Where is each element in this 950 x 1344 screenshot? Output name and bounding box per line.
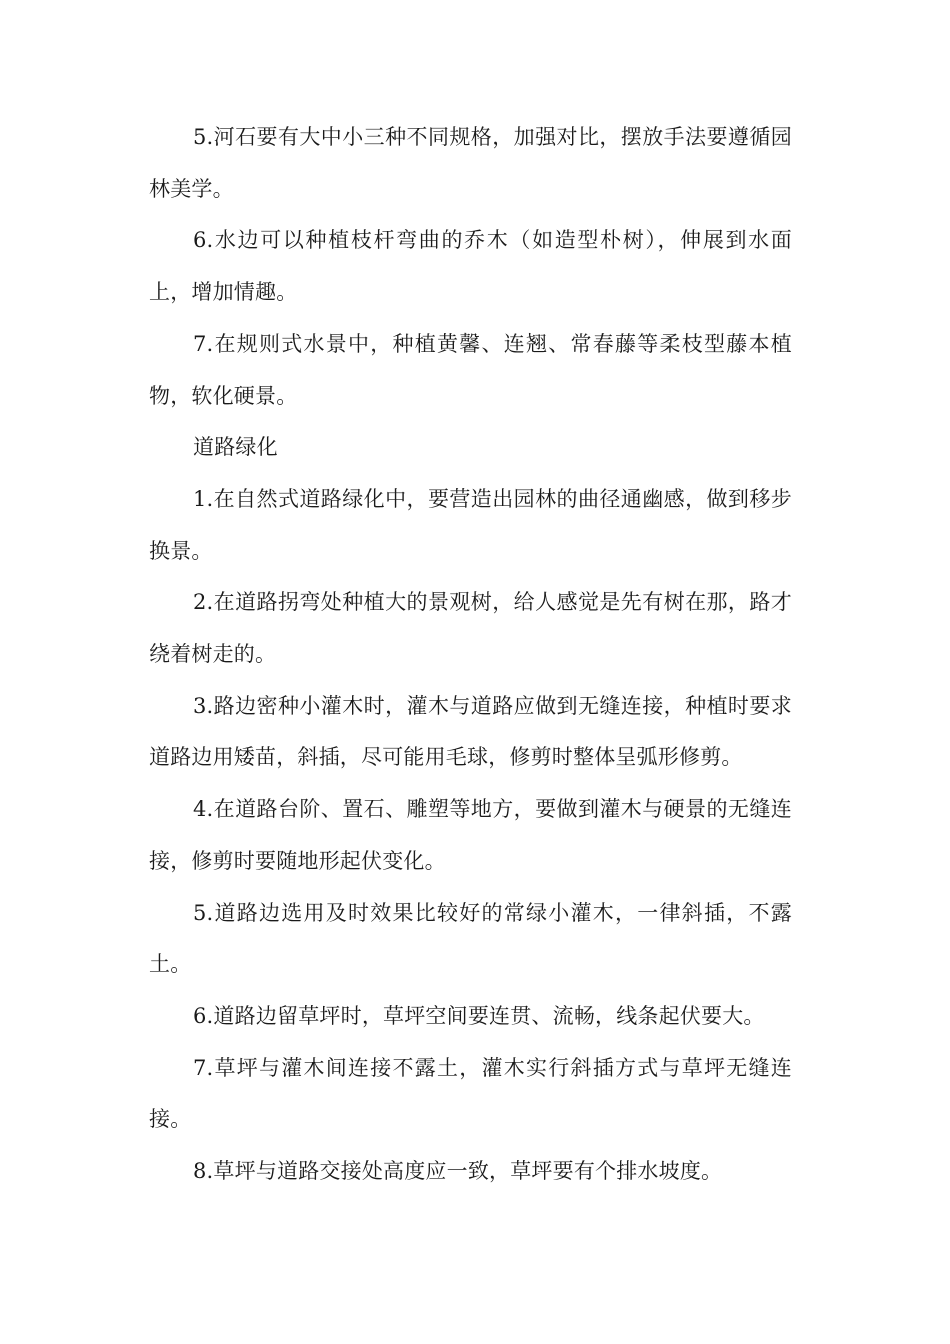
section-heading-road-greening: 道路绿化 — [193, 435, 278, 460]
paragraph-lawn-shrub-connection: 7.草坪与灌木间连接不露土，灌木实行斜插方式与草坪无缝连接。 — [149, 1055, 792, 1132]
paragraph-evergreen-shrubs: 5.道路边选用及时效果比较好的常绿小灌木，一律斜插，不露土。 — [149, 900, 792, 977]
paragraph-lawn-road-height: 8.草坪与道路交接处高度应一致，草坪要有个排水坡度。 — [193, 1159, 723, 1184]
paragraph-steps-and-hardscape: 4.在道路台阶、置石、雕塑等地方，要做到灌木与硬景的无缝连接，修剪时要随地形起伏变化。 — [149, 797, 792, 873]
paragraph-road-corner-tree: 2.在道路拐弯处种植大的景观树，给人感觉是先有树在那，路才绕着树走的。 — [149, 590, 792, 667]
paragraph-natural-road: 1.在自然式道路绿化中，要营造出园林的曲径通幽感，做到移步换景。 — [149, 486, 792, 563]
paragraph-roadside-shrubs: 3.路边密种小灌木时，灌木与道路应做到无缝连接，种植时要求道路边用矮苗，斜插，尽可能用毛球，修剪时整体呈弧形修剪。 — [149, 693, 792, 770]
document-body — [149, 112, 792, 1198]
paragraph-waterside-trees: 6.水边可以种植枝杆弯曲的乔木（如造型朴树），伸展到水面上，增加情趣。 — [149, 228, 792, 305]
paragraph-formal-waterscape: 7.在规则式水景中，种植黄馨、连翘、常春藤等柔枝型藤本植物，软化硬景。 — [149, 331, 792, 408]
paragraph-water-stones: 5.河石要有大中小三种不同规格，加强对比，摆放手法要遵循园林美学。 — [149, 125, 792, 201]
paragraph-roadside-lawn: 6.道路边留草坪时，草坪空间要连贯、流畅，线条起伏要大。 — [193, 1003, 765, 1028]
